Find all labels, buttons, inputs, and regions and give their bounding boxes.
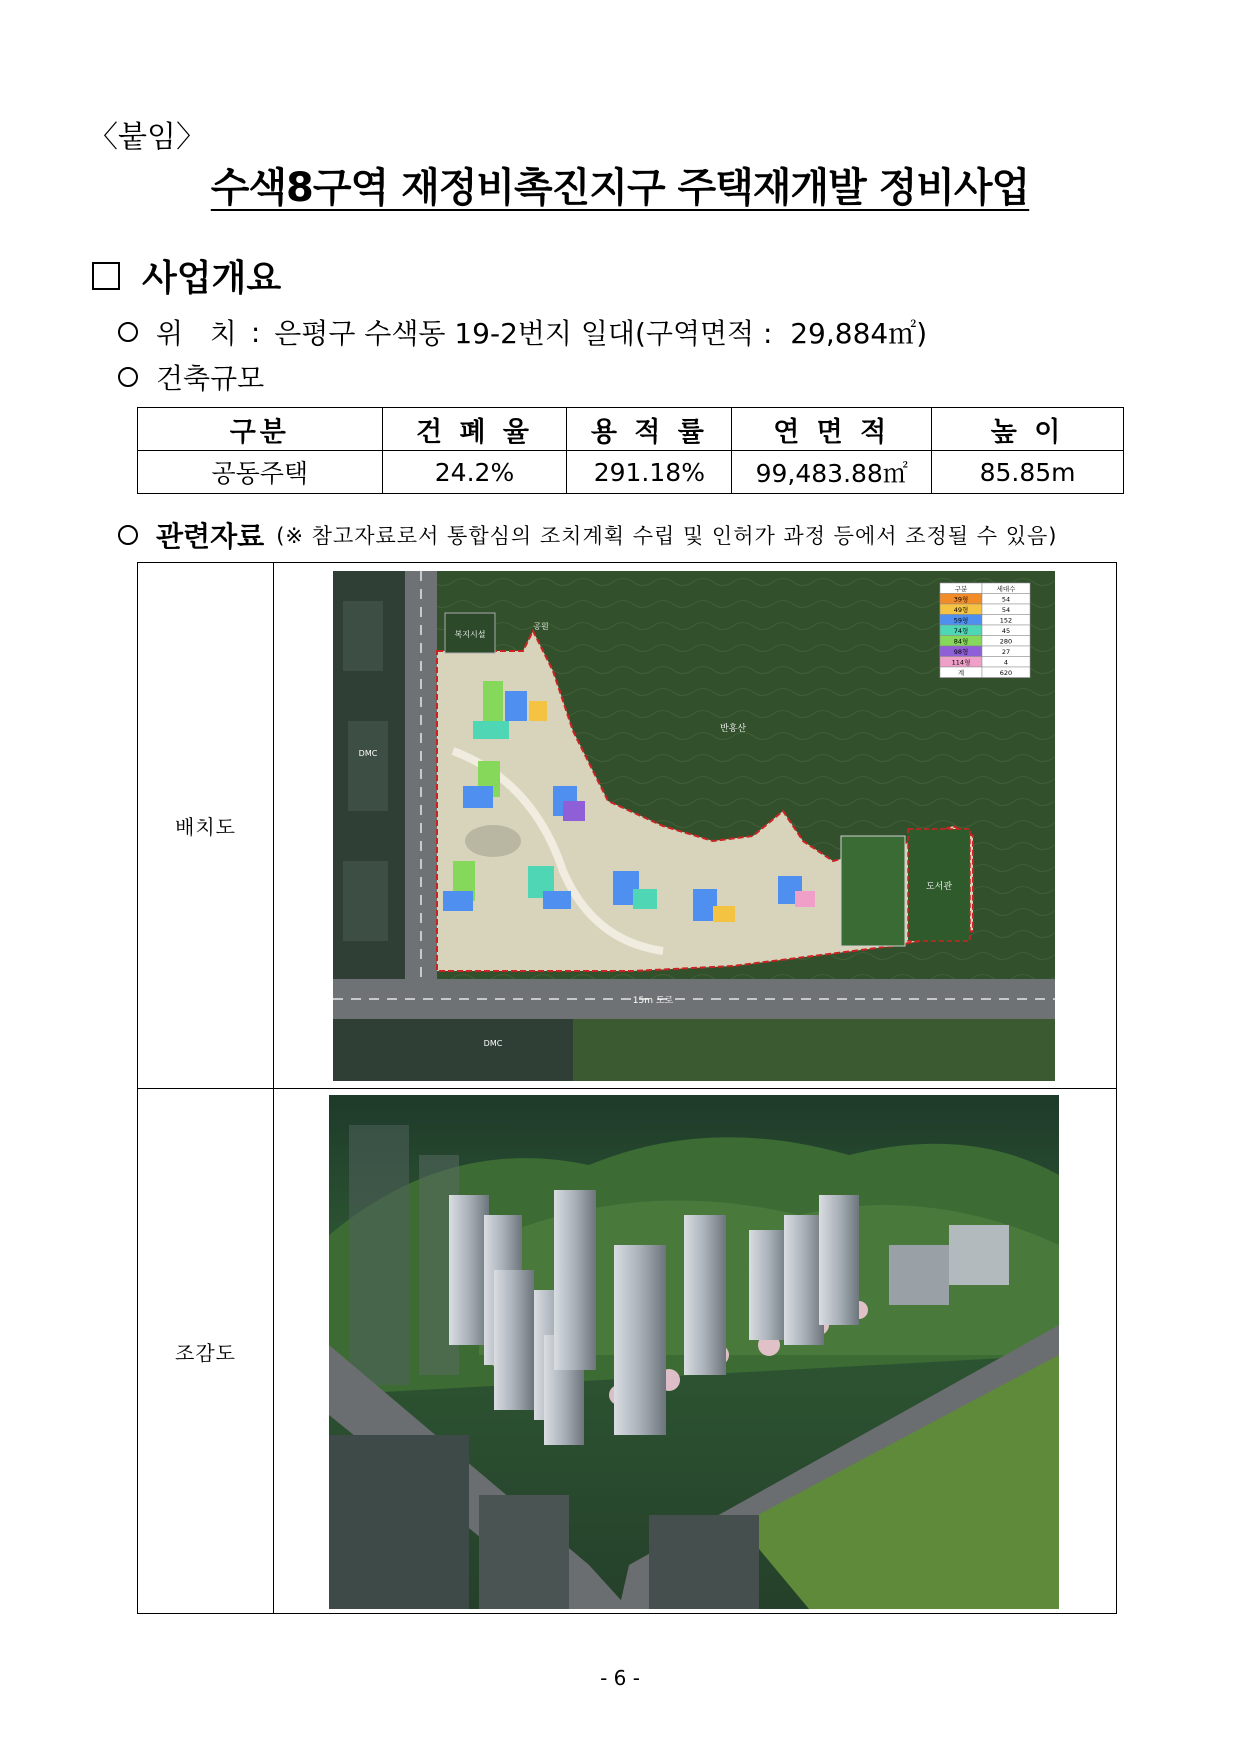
spec-header-floor-area: 연 면 적 bbox=[732, 408, 932, 451]
legend-type-label: 98형 bbox=[953, 648, 969, 656]
legend-type-label: 84형 bbox=[953, 637, 969, 646]
aerial-view-label: 조감도 bbox=[138, 1089, 274, 1613]
checkbox-square-icon bbox=[92, 262, 120, 290]
spec-cell-far: 291.18% bbox=[567, 451, 732, 494]
location-separator: : bbox=[250, 315, 261, 349]
legend-type-label: 계 bbox=[957, 669, 965, 677]
location-value: 은평구 수색동 19-2번지 일대(구역면적 : 29,884㎡) bbox=[274, 317, 928, 350]
building-scale-label: 건축규모 bbox=[156, 362, 265, 395]
map-label-park: 공원 bbox=[533, 622, 549, 631]
legend-count-label: 280 bbox=[999, 637, 1013, 646]
legend-type-label: 74형 bbox=[953, 627, 969, 635]
map-label-library: 도서관 bbox=[925, 882, 953, 892]
legend-type-label: 39형 bbox=[953, 595, 969, 604]
map-label-road: 15m 도로 bbox=[632, 996, 674, 1006]
legend-type-label: 49형 bbox=[953, 606, 969, 614]
legend-type-label: 구분 bbox=[954, 585, 968, 593]
legend-type-label: 114형 bbox=[951, 658, 971, 667]
spec-cell-coverage: 24.2% bbox=[382, 451, 567, 494]
spec-cell-height: 85.85m bbox=[932, 451, 1124, 494]
location-label: 위 치 bbox=[156, 317, 237, 350]
map-label-mountain: 반홍산 bbox=[719, 724, 747, 734]
unit-type-legend bbox=[940, 583, 1030, 678]
spec-header-category: 구분 bbox=[138, 408, 383, 451]
circle-bullet-icon bbox=[118, 525, 138, 545]
legend-count-label: 54 bbox=[1001, 595, 1011, 604]
map-label-dmc-2: DMC bbox=[483, 1039, 503, 1048]
circle-bullet-icon bbox=[118, 367, 138, 387]
spec-header-coverage: 건 폐 율 bbox=[382, 408, 567, 451]
circle-bullet-icon bbox=[118, 322, 138, 342]
legend-count-label: 4 bbox=[1003, 658, 1009, 667]
legend-count-label: 54 bbox=[1001, 606, 1011, 614]
layout-plan-row bbox=[138, 563, 1116, 1089]
spec-table bbox=[137, 407, 1124, 494]
page-number: - 6 - bbox=[600, 1666, 640, 1690]
map-label-welfare: 복지시설 bbox=[454, 630, 486, 639]
legend-count-label: 152 bbox=[999, 616, 1013, 625]
related-label: 관련자료 bbox=[156, 520, 265, 553]
building-scale-line bbox=[118, 357, 264, 397]
aerial-view-rendering-image bbox=[329, 1095, 1059, 1609]
layout-plan-label: 배치도 bbox=[138, 563, 274, 1088]
location-line bbox=[118, 312, 927, 352]
aerial-view-row bbox=[138, 1089, 1116, 1613]
related-note: (※ 참고자료로서 통합심의 조치계획 수립 및 인허가 과정 등에서 조정될 수 있음) bbox=[276, 524, 1058, 548]
spec-cell-floor-area: 99,483.88㎡ bbox=[732, 451, 932, 494]
document-title-text: 수색8구역 재정비촉진지구 주택재개발 정비사업 bbox=[210, 165, 1030, 211]
legend-type-label: 59형 bbox=[953, 616, 969, 625]
site-layout-plan-image bbox=[333, 571, 1055, 1081]
section-heading bbox=[92, 250, 281, 301]
attachment-label: 〈붙임〉 bbox=[88, 120, 206, 155]
legend-count-label: 27 bbox=[1001, 648, 1011, 656]
legend-count-label: 45 bbox=[1001, 627, 1011, 635]
map-label-dmc-1: DMC bbox=[358, 749, 378, 758]
spec-header-height: 높 이 bbox=[932, 408, 1124, 451]
spec-table-header-row bbox=[138, 408, 1124, 451]
legend-count-label: 세대수 bbox=[996, 585, 1016, 593]
spec-cell-category: 공동주택 bbox=[138, 451, 383, 494]
legend-count-label: 620 bbox=[999, 669, 1013, 677]
spec-header-far: 용 적 률 bbox=[567, 408, 732, 451]
document-title bbox=[0, 156, 1240, 213]
related-materials-line bbox=[118, 515, 1057, 555]
reference-image-table bbox=[137, 562, 1117, 1614]
spec-table-row bbox=[138, 451, 1124, 494]
section-heading-text: 사업개요 bbox=[142, 258, 282, 299]
